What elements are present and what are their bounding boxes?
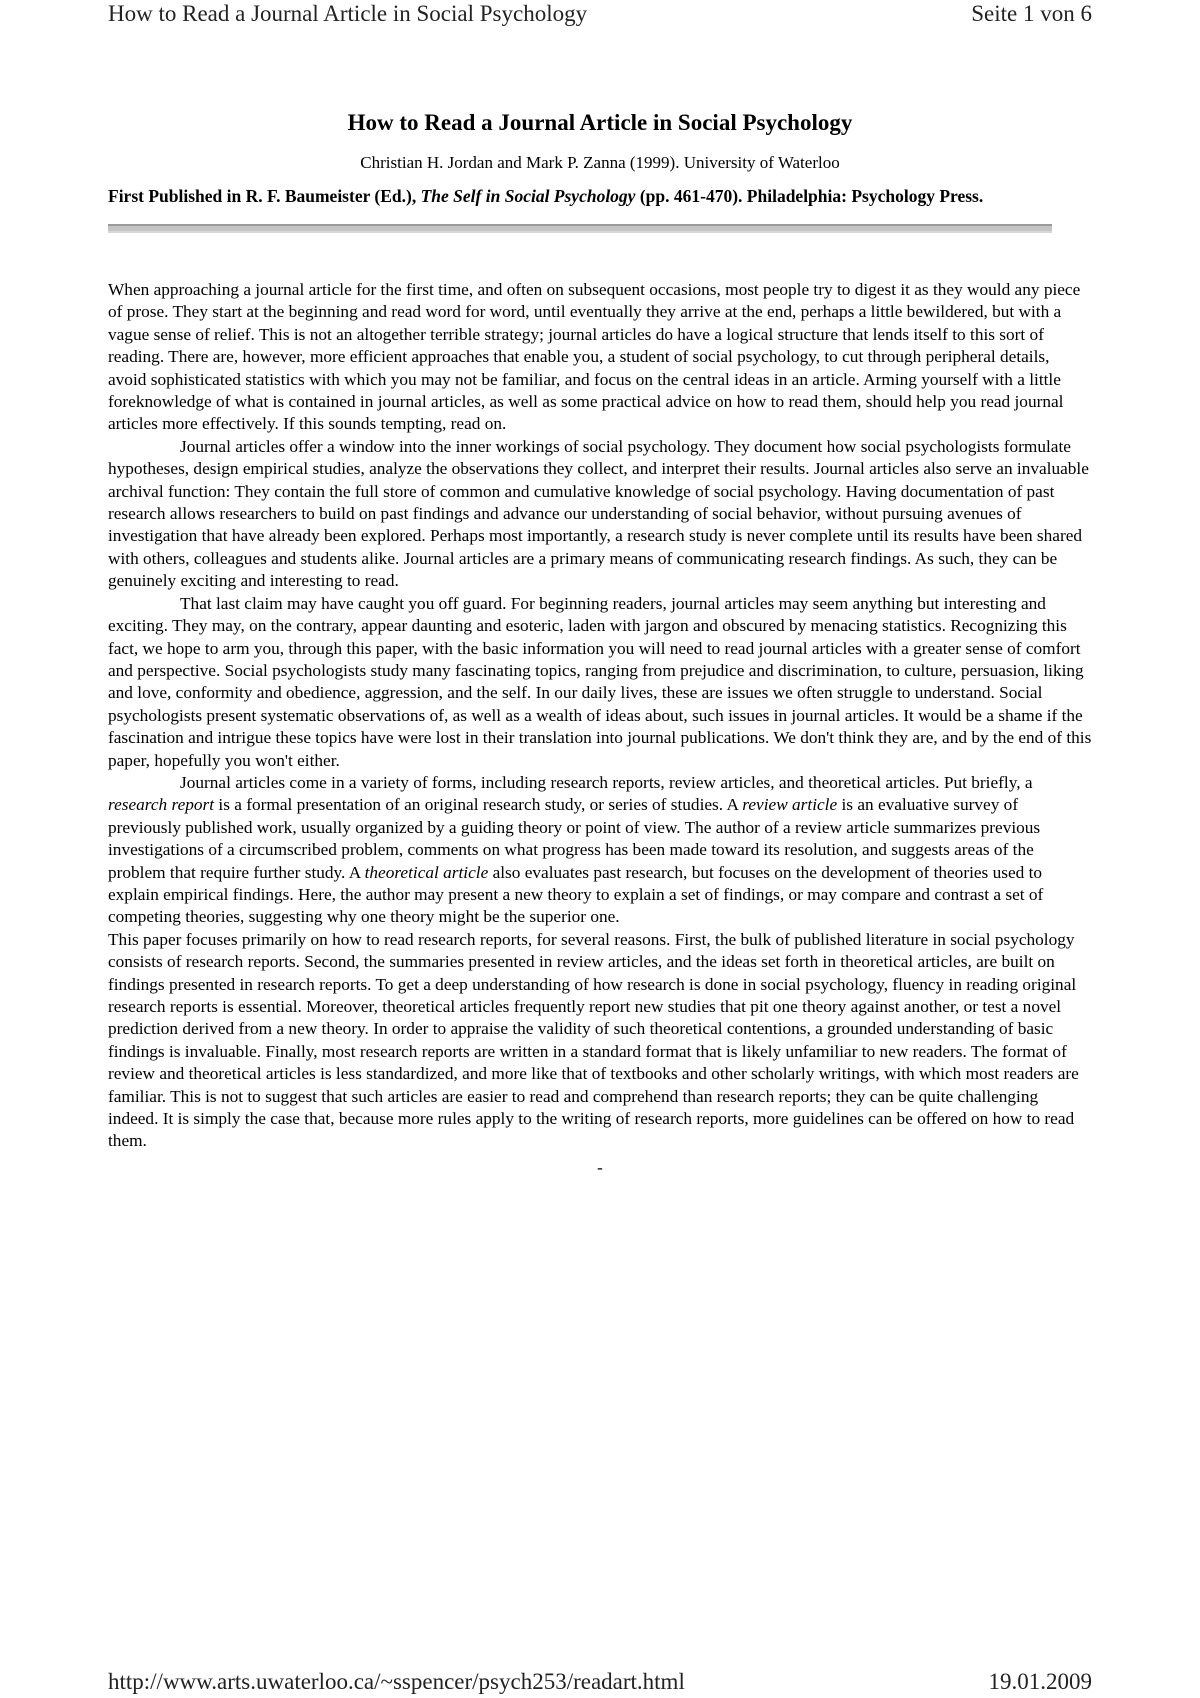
- header-title: How to Read a Journal Article in Social Psychology: [108, 1, 588, 26]
- p4-text-3: is an evaluative survey of previously published work, usually organized by a guiding theory or point of view. The author of a review article summarizes previous investigations of a circumscribed problem, comments on what progress has been made toward its resolution, and suggests areas of the problem that require further study. A: [108, 795, 1041, 882]
- print-date: 19.01.2009: [988, 1669, 1092, 1694]
- end-mark: -: [597, 1157, 603, 1177]
- paragraph-5: This paper focuses primarily on how to read research reports, for several reasons. First, the bulk of published literature in social psychology consists of research reports. Second, the summaries presented in review articles, and the ideas set forth in theoretical articles, are built on findings presented in research reports. To get a deep understanding of how research is done in social psychology, fluency in reading original research reports is essential. Moreover, theoretical articles frequently report new studies that pit one theory against another, or test a novel prediction derived from a new theory. In order to appraise the validity of such theoretical contentions, a grounded understanding of basic findings is invaluable. Finally, most research reports are written in a standard format that is likely unfamiliar to new readers. The format of review and theoretical articles is less standardized, and more like that of textbooks and other scholarly writings, with which most readers are familiar. This is not to suggest that such articles are easier to read and comprehend than research reports; they can be quite challenging indeed. It is simply the case that, because more rules apply to the writing of research reports, more guidelines can be offered on how to read them.: [108, 929, 1079, 1151]
- p4-text-2: is a formal presentation of an original research study, or series of studies. A: [214, 795, 743, 815]
- horizontal-rule: [108, 224, 1052, 233]
- p4-term-review-article: review article: [742, 795, 838, 815]
- paragraph-3: That last claim may have caught you off guard. For beginning readers, journal articles may seem anything but interesting and exciting. They may, on the contrary, appear daunting and esoteric, laden with jargon and obscured by menacing statistics. Recognizing this fact, we hope to arm you, through this paper, with the basic information you will need to read journal articles with a greater sense of comfort and perspective. Social psychologists study many fascinating topics, ranging from prejudice and discrimination, to culture, persuasion, liking and love, conformity and obedience, aggression, and the self. In our daily lives, these are issues we often struggle to understand. Social psychologists present systematic observations of, as well as a wealth of ideas about, such issues in journal articles. It would be a shame if the fascination and intrigue these topics have were lost in their translation into journal publications. We don't think they are, and by the end of this paper, hopefully you won't either.: [108, 593, 1092, 770]
- article: [108, 108, 1092, 1179]
- paragraph-4: [108, 772, 1092, 929]
- paragraph-2: Journal articles offer a window into the inner workings of social psychology. They document how social psychologists formulate hypotheses, design empirical studies, analyze the observations they collect, and interpret their results. Journal articles also serve an invaluable archival function: They contain the full store of common and cumulative knowledge of social psychology. Having documentation of past research allows researchers to build on past findings and advance our understanding of social behavior, without pursuing avenues of investigation that have already been explored. Perhaps most importantly, a research study is never complete until its results have been shared with others, colleagues and students alike. Journal articles are a primary means of communicating research findings. As such, they can be genuinely exciting and interesting to read.: [108, 436, 1089, 591]
- page-number: Seite 1 von 6: [971, 1, 1092, 26]
- article-title: How to Read a Journal Article in Social Psychology: [347, 110, 853, 135]
- p4-term-theoretical-article: theoretical article: [364, 862, 489, 882]
- p4-text-1: Journal articles come in a variety of forms, including research reports, review articles, and theoretical articles. Put briefly, a: [180, 772, 1033, 792]
- publication-note: [108, 186, 1092, 207]
- source-url[interactable]: http://www.arts.uwaterloo.ca/~sspencer/psych253/readart.html: [108, 1669, 685, 1694]
- running-header: [108, 0, 1092, 28]
- p4-term-research-report: research report: [108, 795, 215, 815]
- publication-book: The Self in Social Psychology: [420, 186, 636, 206]
- p4-text-4: also evaluates past research, but focuses on the development of theories used to explain empirical findings. Here, the author may present a new theory to explain a set of findings, or may compare and contrast a set of competing theories, suggesting why one theory might be the superior one.: [108, 862, 1044, 927]
- publication-suffix: (pp. 461-470). Philadelphia: Psychology Press.: [635, 186, 984, 206]
- publication-prefix: First Published in R. F. Baumeister (Ed.),: [108, 186, 421, 206]
- paragraph-1: When approaching a journal article for the first time, and often on subsequent occasions, most people try to digest it as they would any piece of prose. They start at the beginning and read word for word, until eventually they arrive at the end, perhaps a little bewildered, but with a vague sense of relief. This is not an altogether terrible strategy; journal articles do have a logical structure that lends itself to this sort of reading. There are, however, more efficient approaches that enable you, a student of social psychology, to cut through peripheral details, avoid sophisticated statistics with which you may not be familiar, and focus on the central ideas in an article. Arming yourself with a little foreknowledge of what is contained in journal articles, as well as some practical advice on how to read them, should help you read journal articles more effectively. If this sounds tempting, read on.: [108, 280, 1081, 434]
- article-authors: Christian H. Jordan and Mark P. Zanna (1999). University of Waterloo: [360, 153, 840, 172]
- running-footer: [108, 1668, 1092, 1696]
- article-body: [108, 279, 1092, 1179]
